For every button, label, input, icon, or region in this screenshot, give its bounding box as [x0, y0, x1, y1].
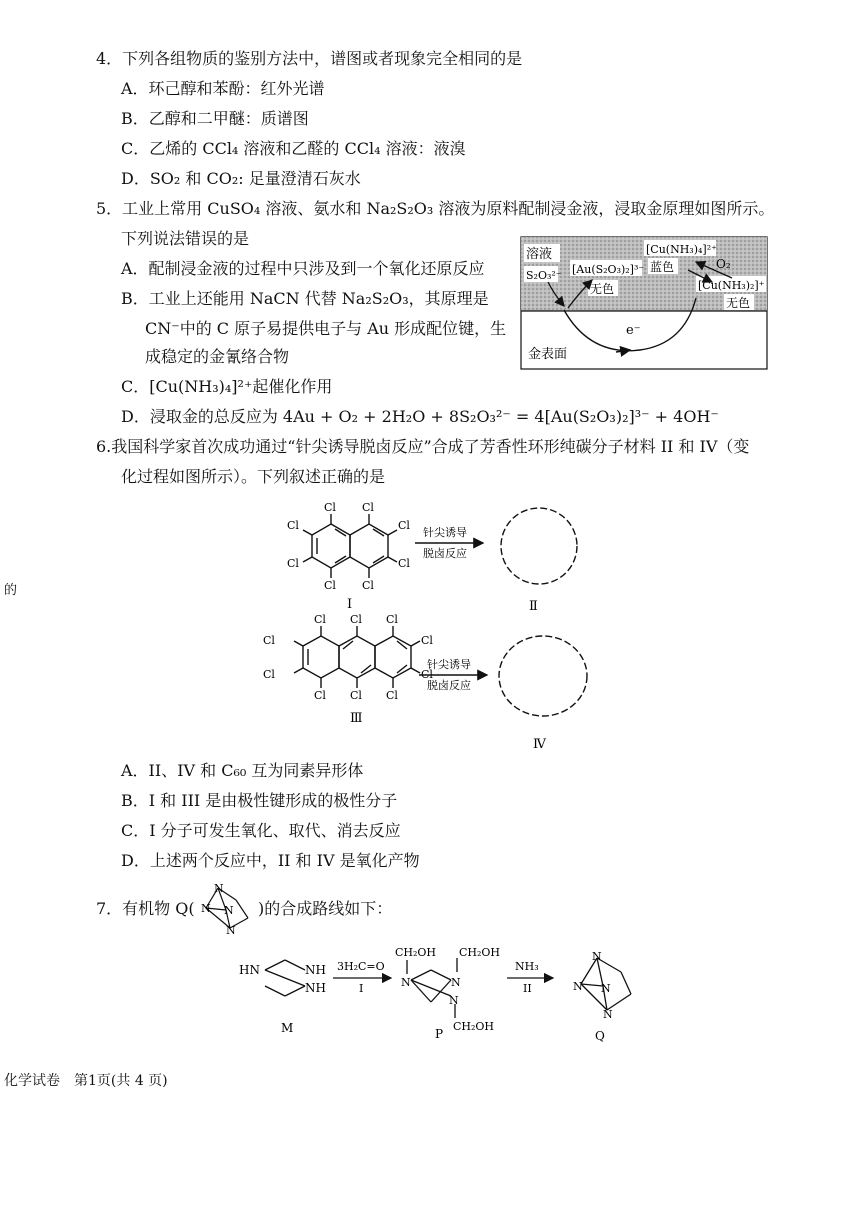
- label-p: P: [435, 1027, 444, 1041]
- cu-ammine-top-label: [Cu(NH₃)₄]²⁺: [646, 243, 717, 256]
- label-i: I: [347, 597, 353, 612]
- colorless-label-1: 无色: [590, 282, 615, 296]
- svg-text:Cl: Cl: [263, 634, 275, 647]
- compound-q-inline-structure: [196, 880, 258, 940]
- q7-stem-start: 7．有机物 Q(: [96, 899, 195, 918]
- svg-text:Cl: Cl: [350, 613, 362, 626]
- q-n-top: N: [592, 950, 602, 963]
- svg-text:Cl: Cl: [421, 634, 433, 647]
- compound-p-structure: [407, 958, 457, 1018]
- svg-text:Cl: Cl: [324, 579, 336, 592]
- compound-iv-ring: [499, 636, 587, 716]
- svg-text:Cl: Cl: [386, 689, 398, 702]
- label-m: M: [281, 1021, 294, 1035]
- q6-stem-2: 化过程如图所示）。下列叙述正确的是: [121, 467, 386, 486]
- arrow-1-bottom: 脱卤反应: [423, 547, 467, 560]
- svg-text:Cl: Cl: [314, 689, 326, 702]
- compound-ii-ring: [501, 508, 577, 584]
- solution-label: 溶液: [526, 247, 553, 262]
- m-hn-top: HN: [239, 963, 260, 977]
- svg-text:Cl: Cl: [287, 519, 299, 532]
- reagent-ammonia: NH₃: [515, 960, 539, 973]
- m-nh-bottom: NH: [305, 981, 326, 995]
- q5-stem-2: 下列说法错误的是: [121, 229, 250, 248]
- electron-label: e⁻: [626, 323, 641, 338]
- q5-option-d: D．浸取金的总反应为 4Au + O₂ + 2H₂O + 8S₂O₃²⁻ = 4[Au(S₂O₃)₂]³⁻ + 4OH⁻: [121, 407, 719, 426]
- compound-m-structure: [265, 960, 305, 996]
- cu-ammine-right-label: [Cu(NH₃)₂]⁺: [698, 279, 765, 292]
- svg-text:N: N: [201, 902, 211, 915]
- svg-text:Cl: Cl: [287, 557, 299, 570]
- q6-option-c: C．I 分子可发生氧化、取代、消去反应: [121, 821, 401, 840]
- q5-option-b-line1: B．工业上还能用 NaCN 代替 Na₂S₂O₃，其原理是: [121, 289, 489, 308]
- compound-iii-structure: [294, 626, 420, 688]
- q6-option-a: A．II、IV 和 C₆₀ 互为同素异形体: [121, 761, 364, 780]
- q5-option-c: C．[Cu(NH₃)₄]²⁺起催化作用: [121, 377, 333, 396]
- q5-option-b-line3: 成稳定的金氰络合物: [145, 347, 290, 366]
- svg-text:Cl: Cl: [350, 689, 362, 702]
- gold-leaching-diagram: [520, 236, 768, 370]
- q4-option-b: B．乙醇和二甲醚：质谱图: [121, 109, 309, 128]
- compound-i-chlorines: [287, 501, 410, 592]
- gold-surface-label: 金表面: [528, 347, 568, 362]
- q6-stem: 6.我国科学家首次成功通过“针尖诱导脱卤反应”合成了芳香性环形纯碳分子材料 II 和 IV（变: [96, 437, 750, 456]
- svg-text:Cl: Cl: [263, 668, 275, 681]
- q7-synthesis-route: [235, 940, 655, 1052]
- thiosulfate-label: S₂O₃²⁻: [526, 269, 562, 282]
- colorless-label-2: 无色: [726, 296, 751, 310]
- step-2-label: II: [523, 982, 532, 995]
- p-n-right: N: [451, 976, 461, 989]
- p-ch2oh-bottom: CH₂OH: [453, 1020, 495, 1033]
- reagent-formaldehyde: 3H₂C=O: [337, 960, 385, 973]
- svg-text:N: N: [224, 904, 234, 917]
- p-n-bottom: N: [449, 994, 459, 1007]
- margin-mark: 的: [4, 583, 18, 598]
- svg-text:Cl: Cl: [362, 501, 374, 514]
- step-1-label: I: [359, 982, 364, 995]
- svg-text:Cl: Cl: [314, 613, 326, 626]
- q6-option-b: B．I 和 III 是由极性键形成的极性分子: [121, 791, 398, 810]
- arrow-1-top: 针尖诱导: [423, 526, 467, 539]
- svg-text:Cl: Cl: [362, 579, 374, 592]
- svg-text:Cl: Cl: [398, 519, 410, 532]
- svg-text:N: N: [214, 882, 224, 895]
- q4-stem: 4．下列各组物质的鉴别方法中，谱图或者现象完全相同的是: [96, 49, 523, 68]
- oxygen-label: O₂: [716, 257, 731, 271]
- svg-text:Cl: Cl: [421, 668, 433, 681]
- q4-option-c: C．乙烯的 CCl₄ 溶液和乙醛的 CCl₄ 溶液：液溴: [121, 139, 466, 158]
- svg-text:Cl: Cl: [398, 557, 410, 570]
- q-n-bottom: N: [603, 1008, 613, 1021]
- q6-reaction-scheme: [255, 496, 605, 756]
- svg-text:Cl: Cl: [324, 501, 336, 514]
- svg-text:Cl: Cl: [386, 613, 398, 626]
- gold-complex-label: [Au(S₂O₃)₂]³⁻: [572, 263, 645, 276]
- label-iv: Ⅳ: [533, 737, 546, 752]
- m-nh-top: NH: [305, 963, 326, 977]
- q6-option-d: D．上述两个反应中，II 和 IV 是氧化产物: [121, 851, 420, 870]
- p-ch2oh-left: CH₂OH: [395, 946, 437, 959]
- page-footer: 化学试卷 第1页(共 4 页): [4, 1073, 168, 1089]
- compound-iii-chlorines: [263, 613, 433, 702]
- q-n-center: N: [601, 982, 611, 995]
- p-ch2oh-right: CH₂OH: [459, 946, 501, 959]
- label-iii: Ⅲ: [350, 711, 363, 726]
- q4-option-a: A．环己醇和苯酚：红外光谱: [121, 79, 325, 98]
- compound-i-structure: [303, 514, 397, 578]
- q5-stem: 5．工业上常用 CuSO₄ 溶液、氨水和 Na₂S₂O₃ 溶液为原料配制浸金液，浸取金原理如图所示。: [96, 199, 775, 218]
- q5-option-a: A．配制浸金液的过程中只涉及到一个氧化还原反应: [121, 259, 485, 278]
- q7-stem-end: )的合成路线如下：: [258, 899, 393, 918]
- blue-label: 蓝色: [650, 260, 675, 274]
- p-n-left: N: [401, 976, 411, 989]
- arrow-2-top: 针尖诱导: [427, 658, 471, 671]
- svg-text:N: N: [226, 924, 236, 937]
- label-ii: Ⅱ: [529, 599, 538, 614]
- q5-option-b-line2: CN⁻中的 C 原子易提供电子与 Au 形成配位键，生: [145, 319, 507, 338]
- arrow-2-bottom: 脱卤反应: [427, 679, 471, 692]
- label-q: Q: [595, 1029, 605, 1043]
- q-n-left: N: [573, 980, 583, 993]
- q4-option-d: D．SO₂ 和 CO₂: 足量澄清石灰水: [121, 169, 361, 188]
